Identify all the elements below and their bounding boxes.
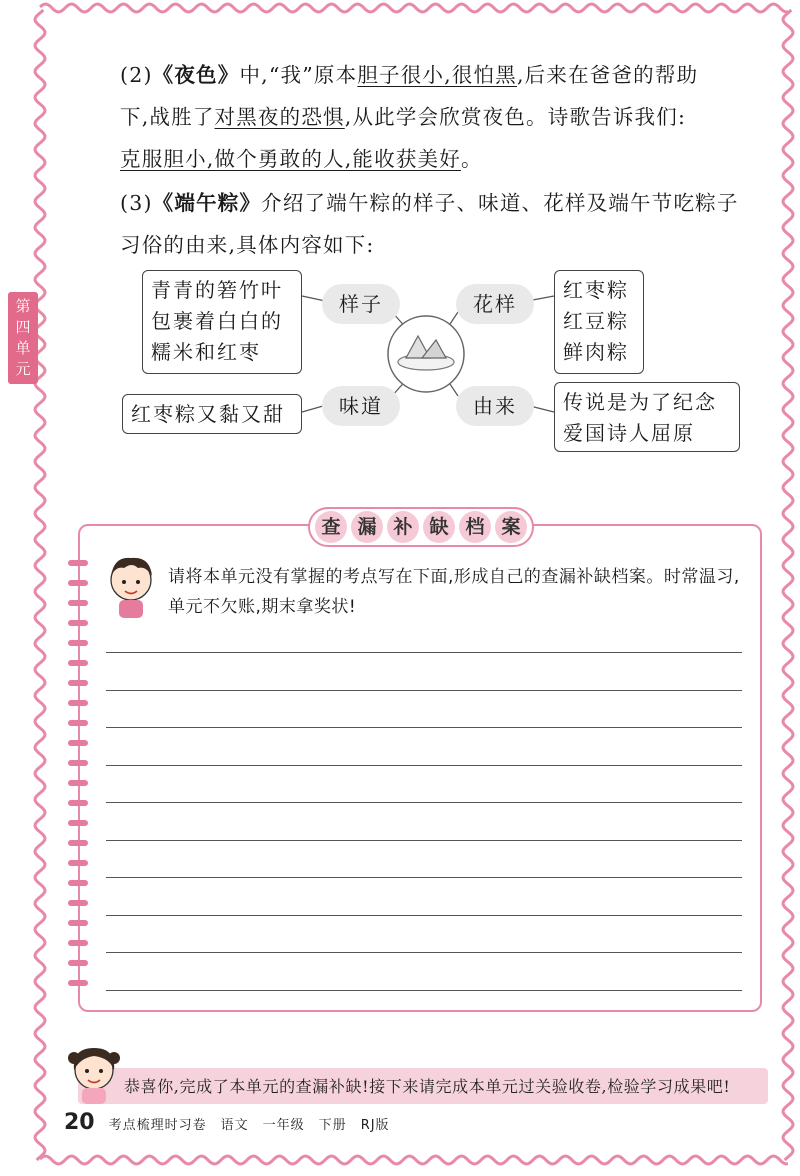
spiral-ring [68,980,88,986]
taste-detail-box [122,394,302,434]
spiral-ring [68,920,88,926]
writing-line[interactable] [106,990,742,991]
spiral-ring [68,900,88,906]
side-tab-char: 元 [15,360,31,378]
zongzi-plate-icon [388,316,464,392]
title-char: 档 [459,511,491,543]
detail-line: 爱国诗人屈原 [563,421,695,445]
spiral-ring [68,660,88,666]
unit-side-tab [8,292,38,384]
spiral-ring [68,700,88,706]
spiral-ring [68,600,88,606]
book-title: 考点梳理时习卷 [108,1118,207,1133]
writing-line[interactable] [106,840,742,841]
review-title [308,507,534,547]
answer-underlined: 克服胆小,做个勇敢的人,能收获美好 [120,147,461,171]
origin-detail-box [554,382,740,452]
spiral-ring [68,760,88,766]
detail-line: 青青的箬竹叶 [151,278,283,302]
spiral-ring [68,960,88,966]
detail-line: 鲜肉粽 [563,340,629,364]
page-number: 20 [64,1110,95,1135]
writing-line[interactable] [106,727,742,728]
spiral-ring [68,940,88,946]
spiral-ring [68,860,88,866]
title-char: 查 [315,511,347,543]
spiral-ring [68,620,88,626]
page-footer [64,1110,390,1140]
edition: RJ版 [360,1118,390,1133]
detail-line: 红枣粽 [563,278,629,302]
text-run: 习俗的由来,具体内容如下: [120,233,375,257]
writing-line[interactable] [106,690,742,691]
appearance-node: 样子 [322,284,400,324]
title-char: 漏 [351,511,383,543]
detail-line: 包裹着白白的 [151,309,283,333]
detail-line: 糯米和红枣 [151,340,261,364]
spiral-ring [68,880,88,886]
writing-line[interactable] [106,765,742,766]
detail-line: 红枣粽又黏又甜 [131,402,285,426]
para-3-line-1 [120,186,739,216]
writing-line[interactable] [106,952,742,953]
text-run: 中,“我”原本 [239,63,358,87]
spiral-ring [68,840,88,846]
subject: 语文 [220,1118,249,1133]
answer-underlined: 对黑夜的恐惧 [214,105,345,129]
text-run: 介绍了端午粽的样子、味道、花样及端午节吃粽子 [261,191,739,215]
title-char: 补 [387,511,419,543]
text-run: ,后来在爸爸的帮助 [516,63,699,87]
para-2-line-2 [120,100,686,130]
para-2-line-3 [120,142,483,172]
text-run: (3) [120,191,153,215]
text-run: 。 [460,147,483,171]
spiral-ring [68,680,88,686]
variety-detail-box [554,270,644,374]
review-instruction: 请将本单元没有掌握的考点写在下面,形成自己的查漏补缺档案。时常温习,单元不欠账,期末拿奖状! [168,567,740,617]
answer-underlined: 胆子很小,很怕黑 [357,63,517,87]
congrats-banner-text: 恭喜你,完成了本单元的查漏补缺!接下来请完成本单元过关验收卷,检验学习成果吧! [124,1077,731,1096]
title-char: 案 [495,511,527,543]
lesson-title: 《端午粽》 [152,191,262,215]
side-tab-char: 第 [15,297,31,315]
variety-node: 花样 [456,284,534,324]
title-char: 缺 [423,511,455,543]
grade: 一年级 [262,1118,305,1133]
spiral-ring [68,780,88,786]
origin-node: 由来 [456,386,534,426]
appearance-detail-box [142,270,302,374]
spiral-ring [68,740,88,746]
text-run: ,从此学会欣赏夜色。诗歌告诉我们: [344,105,687,129]
spiral-ring [68,580,88,586]
side-tab-char: 四 [15,318,31,336]
writing-line[interactable] [106,652,742,653]
text-run: (2) [120,63,153,87]
side-tab-char: 单 [15,339,31,357]
detail-line: 传说是为了纪念 [563,390,717,414]
spiral-ring [68,800,88,806]
writing-line[interactable] [106,877,742,878]
para-3-line-2 [120,228,375,258]
boy-avatar-icon [102,550,160,620]
writing-line[interactable] [106,915,742,916]
spiral-ring [68,560,88,566]
para-2-line-1 [120,58,698,88]
text-run: 下,战胜了 [120,105,215,129]
taste-node: 味道 [322,386,400,426]
spiral-ring [68,820,88,826]
detail-line: 红豆粽 [563,309,629,333]
spiral-ring [68,720,88,726]
lesson-title: 《夜色》 [152,63,240,87]
girl-avatar-icon [64,1040,122,1106]
writing-line[interactable] [106,802,742,803]
volume: 下册 [318,1118,347,1133]
spiral-ring [68,640,88,646]
